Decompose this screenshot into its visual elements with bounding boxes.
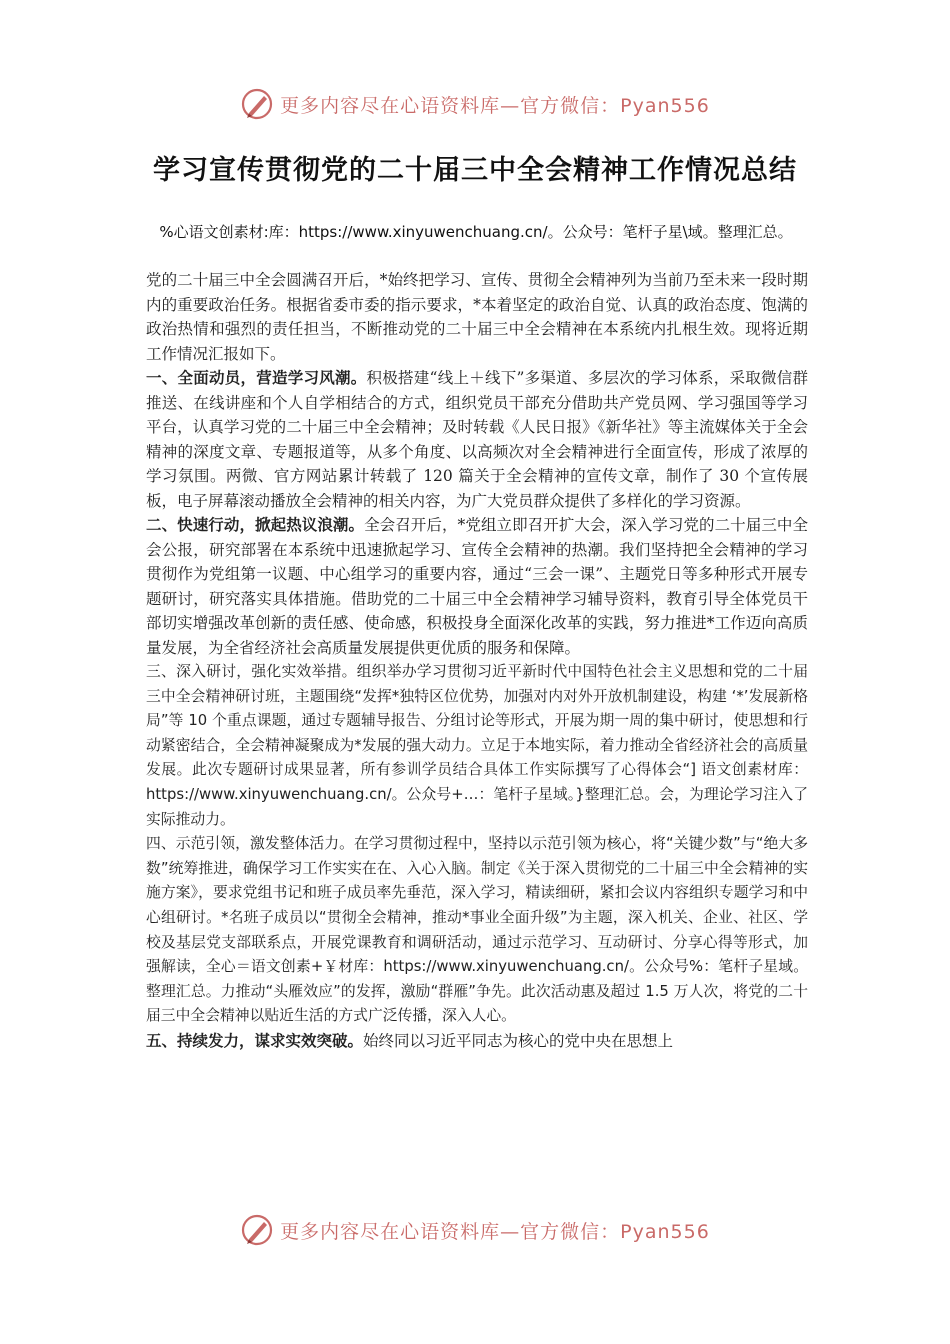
section-5-heading: 五、持续发力，谋求实效突破。 [146, 1031, 364, 1050]
pen-logo-icon [240, 1213, 274, 1247]
banner-text [280, 1217, 710, 1244]
banner-slogan: 更多内容尽在心语资料库—官方微信： [280, 94, 621, 117]
section-4-paragraph [146, 832, 808, 1029]
section-1-paragraph [146, 366, 808, 513]
pen-logo-icon [240, 87, 274, 121]
section-2-text: 全会召开后，*党组立即召开扩大会，深入学习党的二十届三中全会公报，研究部署在本系统中迅速掀起学习、宣传全会精神的热潮。我们坚持把全会精神的学习贯彻作为党组第一议题、中心组学习的重要内容，通过“三会一课”、主题党日等多种形式开展专题研讨，研究落实具体措施。借助党的二十届三中全会精神学习辅导资料，教育引导全体党员干部切实增强改革创新的责任感、使命感，积极投身全面深化改革的实践，努力推进*工作迈向高质量发展，为全省经济社会高质量发展提供更优质的服务和保障。 [146, 516, 808, 657]
page-title: 学习宣传贯彻党的二十届三中全会精神工作情况总结 [153, 155, 797, 186]
intro-paragraph: 党的二十届三中全会圆满召开后，*始终把学习、宣传、贯彻全会精神列为当前乃至未来一段时期内的重要政治任务。根据省委市委的指示要求，*本着坚定的政治自觉、认真的政治态度、饱满的政治热情和强烈的责任担当，不断推动党的二十届三中全会精神在本系统内扎根生效。现将近期工作情况汇报如下。 [146, 271, 808, 363]
section-2-heading: 二、快速行动，掀起热议浪潮。 [146, 516, 365, 534]
banner-slogan: 更多内容尽在心语资料库—官方微信： [280, 1220, 621, 1243]
section-1-text: 积极搭建“线上＋线下”多渠道、多层次的学习体系，采取微信群推送、在线讲座和个人自学相结合的方式，组织党员干部充分借助共产党员网、学习强国等学习平台，认真学习党的二十届三中全会精神；及时转载《人民日报》《新华社》等主流媒体关于全会精神的深度文章、专题报道等，从多个角度、以高频次对全会精神进行全面宣传，形成了浓厚的学习氛围。两微、官方网站累计转载了 120 篇关于全会精神的宣传文章，制作了 30 个宣传展板，电子屏幕滚动播放全会精神的相关内容，为广大党员群众提供了多样化的学习资源。 [146, 369, 808, 510]
document-body [146, 268, 808, 1053]
section-3-paragraph [146, 660, 808, 832]
section-1-heading: 一、全面动员，营造学习风潮。 [146, 369, 367, 387]
banner-wechat-id: Pyan556 [620, 1220, 710, 1243]
section-5-paragraph [146, 1029, 808, 1054]
banner-wechat-id: Pyan556 [620, 94, 710, 117]
section-4-text: 四、示范引领，激发整体活力。在学习贯彻过程中，坚持以示范引领为核心，将“关键少数”与“绝大多数”统筹推进，确保学习工作实实在在、入心入脑。制定《关于深入贯彻党的二十届三中全会精神的实施方案》，要求党组书记和班子成员率先垂范，深入学习，精读细研，紧扣会议内容组织专题学习和中心组研讨。*名班子成员以“贯彻全会精神，推动*事业全面升级”为主题，深入机关、企业、社区、学校及基层党支部联系点，开展党课教育和调研活动，通过示范学习、互动研讨、分享心得等形式，加强解读，全心＝语文创素+￥材库：https://www.xinyuwenchuang.cn/。公众号%：笔杆子星域。整理汇总。力推动“头雁效应”的发挥，激励“群雁”争先。此次活动惠及超过 1.5 万人次，将党的二十届三中全会精神以贴近生活的方式广泛传播，深入人心。 [146, 835, 808, 1025]
footer-banner [0, 1208, 950, 1252]
source-line: %心语文创素材:库：https://www.xinyuwenchuang.cn/。公众号：笔杆子星\域。整理汇总。 [159, 223, 793, 241]
header-banner [0, 82, 950, 126]
section-3-text: 三、深入研讨，强化实效举措。组织举办学习贯彻习近平新时代中国特色社会主义思想和党的二十届三中全会精神研讨班，主题围绕“发挥*独特区位优势，加强对内对外开放机制建设，构建 ‘*’发展新格局”等 10 个重点课题，通过专题辅导报告、分组讨论等形式，开展为期一周的集中研讨，使思想和行动紧密结合，全会精神凝聚成为*发展的强大动力。立足于本地实际，着力推动全省经济社会的高质量发展。此次专题研讨成果显著，所有参训学员结合具体工作实际撰写了心得体会“] 语文创素材库：https://www.xinyuwenchuang.cn/。公众号+…：笔杆子星域。}整理汇总。会，为理论学习注入了实际推动力。 [146, 663, 808, 828]
section-2-paragraph [146, 513, 808, 660]
section-5-text: 始终同以习近平同志为核心的党中央在思想上 [363, 1031, 674, 1050]
banner-text [280, 91, 710, 118]
